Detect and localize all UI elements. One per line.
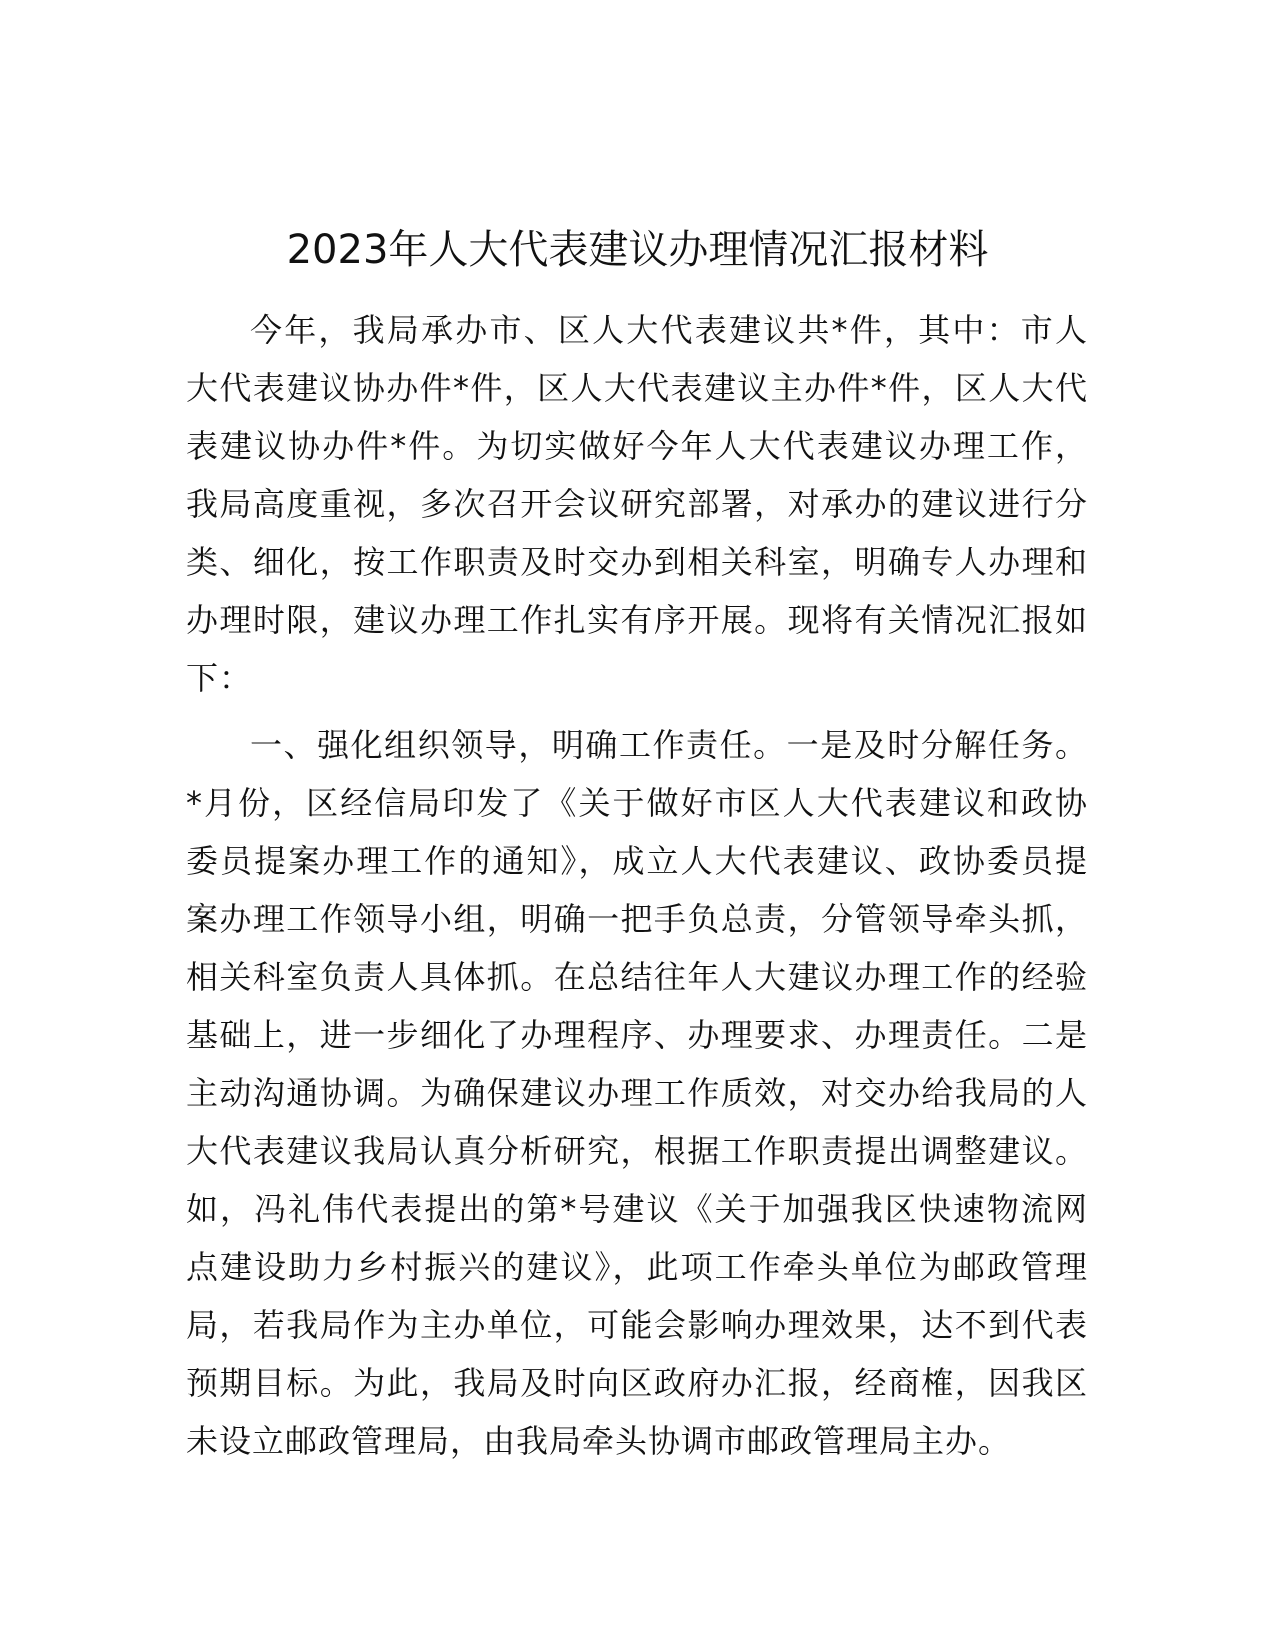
document-title: 2023年人大代表建议办理情况汇报材料	[286, 227, 989, 273]
section-one-paragraph: 一、强化组织领导，明确工作责任。一是及时分解任务。*月份，区经信局印发了《关于做好市区人大代表建议和政协委员提案办理工作的通知》，成立人大代表建议、政协委员提案办理工作领导小组，明确一把手负总责，分管领导牵头抓，相关科室负责人具体抓。在总结往年人大建议办理工作的经验基础上，进一步细化了办理程序、办理要求、办理责任。二是主动沟通协调。为确保建议办理工作质效，对交办给我局的人大代表建议我局认真分析研究，根据工作职责提出调整建议。如，冯礼伟代表提出的第*号建议《关于加强我区快速物流网点建设助力乡村振兴的建议》，此项工作牵头单位为邮政管理局，若我局作为主办单位，可能会影响办理效果，达不到代表预期目标。为此，我局及时向区政府办汇报，经商榷，因我区未设立邮政管理局，由我局牵头协调市邮政管理局主办。	[186, 726, 1088, 1460]
intro-paragraph: 今年，我局承办市、区人大代表建议共*件，其中：市人大代表建议协办件*件，区人大代表建议主办件*件，区人大代表建议协办件*件。为切实做好今年人大代表建议办理工作，我局高度重视，多次召开会议研究部署，对承办的建议进行分类、细化，按工作职责及时交办到相关科室，明确专人办理和办理时限，建议办理工作扎实有序开展。现将有关情况汇报如下：	[186, 311, 1088, 697]
